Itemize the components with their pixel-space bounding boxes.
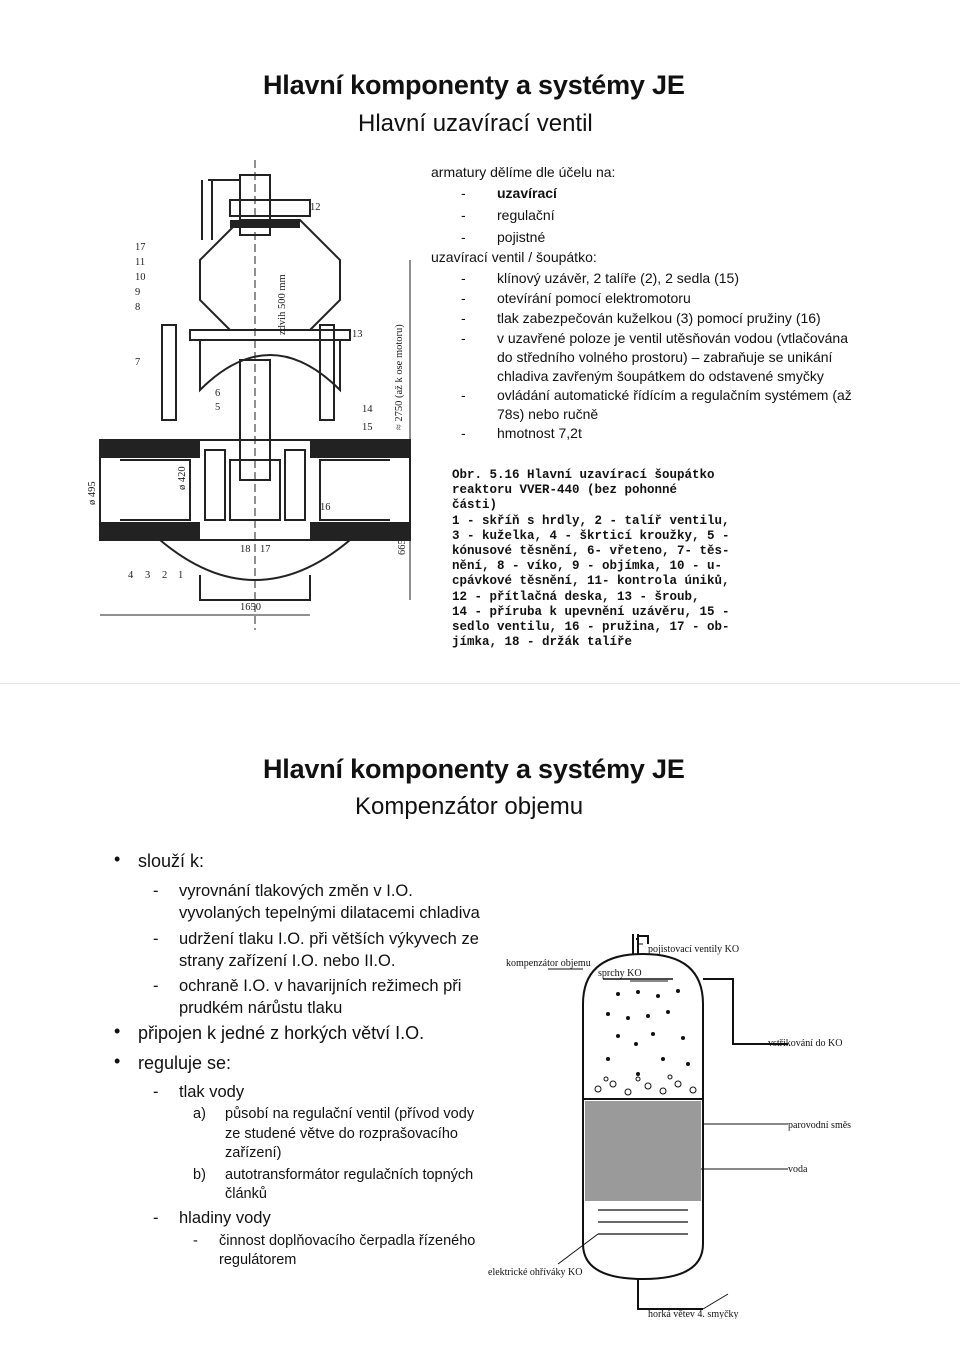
motor-pipe xyxy=(202,180,240,240)
bullet-icon: • xyxy=(114,1051,121,1071)
part-number: 4 xyxy=(128,570,134,581)
water-fill xyxy=(585,1101,701,1201)
cover-flange xyxy=(190,330,350,340)
bullet-icon: • xyxy=(114,1021,121,1041)
label-injection: vstřikování do KO xyxy=(768,1038,843,1049)
part-number: 9 xyxy=(135,287,141,298)
part-number: 17 xyxy=(135,242,146,253)
injection-pipe xyxy=(703,979,788,1044)
list-marker: b) xyxy=(193,1167,206,1183)
part-number: 15 xyxy=(362,422,373,433)
label-water: voda xyxy=(788,1164,808,1175)
slide-pressurizer: Hlavní komponenty a systémy JE Kompenzátor objemu • slouží k: - vyrovnání tlakových změn v I.O. vyvolaných tepelnými dilatacemi chladiva - udržení tlaku I.O. při větších výkyvech ze strany zařízení I.O. nebo II.O. - ochraně I.O. v havarijních režimech při prudkém nárůstu tlaku • připojen k jedné z horkých větví I.O. • reguluje se: - tlak vody a) působí na regulační ventil (přívod vody ze studené větve do rozprašovacího zařízení) b) autotransformátor regulačních topných článků - hladiny vody - činnost doplňovacího čerpadla řízeného regulátorem pojistovací ventily KO kompenzátor objemu sprchy KO vstřikování do KO parovodní směs voda elektrické ohříváky KO horká větev 4. smyčky xyxy=(0,684,960,1367)
type-item: uzavírací xyxy=(497,185,557,201)
part-number: 18 xyxy=(240,544,251,555)
body-hatch-bottom-left xyxy=(100,522,200,540)
part-number: 3 xyxy=(145,570,151,581)
detail-item: klínový uzávěr, 2 talíře (2), 2 sedla (15) xyxy=(497,270,739,286)
part-number: 6 xyxy=(215,388,221,399)
outlet-nozzle xyxy=(320,460,390,520)
width-label: 1650 xyxy=(240,602,261,613)
detail-item: chladiva zavřeným šoupátkem do odstavené smyčky xyxy=(497,368,824,384)
label-sprays: sprchy KO xyxy=(598,968,642,979)
detail-item: tlak zabezpečován kuželkou (3) pomocí pružiny (16) xyxy=(497,310,821,326)
body-hatch-top-left xyxy=(100,440,200,458)
detail-item: hmotnost 7,2t xyxy=(497,425,582,441)
pressurizer-diagram xyxy=(488,934,888,1319)
slide-valve: Hlavní komponenty a systémy JE Hlavní uzavírací ventil zdvih 500 mm ≈ 2750 (až k ose motoru) 1650 665 ø 495 ø 420 12 17 11 10 9 8 7 6 5 13 14 15 16 18 17 4 3 2 1 armatury dělíme dle účelu na: - uzavírací - regulační - pojistné uzavírací ventil / šoupátko: - klínový uzávěr, 2 talíře (2), 2 sedla (15) - otevírání pomocí elektromotoru - tlak zabezpečován kuželkou (3) pomocí pružiny (16) - v uzavřené poloze je ventil utěsňován vodou (vtlačována do středního volného prostoru) – zabraňuje se unikání chladiva zavřeným šoupátkem do odstavené smyčky - ovládání automatické řídícím a regulačním systémem (až 78s) nebo ručně - hmotnost 7,2t Obr. 5.16 Hlavní uzavírací šoupátko reaktoru VVER-440 (bez pohonné části) 1 - skříň s hrdly, 2 - talíř ventilu, 3 - kuželka, 4 - škrticí kroužky, 5 - kónusové těsnění, 6- vřeteno, 7- těs- nění, 8 - víko, 9 - objímka, 10 - u- cpávkové těsnění, 11- kontrola úniků, 12 - přítlačná deska, 13 - šroub, 14 - příruba k upevnění uzávěru, 15 - sedlo ventilu, 16 - pružina, 17 - ob- jímka, 18 - držák talíře xyxy=(0,0,960,683)
page-title: Hlavní komponenty a systémy JE xyxy=(263,70,685,100)
part-number: 7 xyxy=(135,357,141,368)
function-item: vyrovnání tlakových změn v I.O. xyxy=(179,882,413,900)
detail-item: 78s) nebo ručně xyxy=(497,406,599,422)
detail-item: otevírání pomocí elektromotoru xyxy=(497,290,691,306)
label-steam-water: parovodní směs xyxy=(788,1120,852,1131)
reg-subitem: působí na regulační ventil (přívod vody xyxy=(225,1106,475,1122)
reg-subitem: ze studené větve do rozprašovacího xyxy=(225,1126,458,1142)
page-title: Hlavní komponenty a systémy JE xyxy=(263,754,685,784)
caption-line: cpávkové těsnění, 11- kontrola úniků, xyxy=(452,574,730,589)
caption-line: reaktoru VVER-440 (bez pohonné xyxy=(452,483,678,498)
intro-text: armatury dělíme dle účelu na: xyxy=(431,164,616,180)
part-number: 17 xyxy=(260,544,271,555)
seat-right xyxy=(285,450,305,520)
part-number: 13 xyxy=(352,329,363,340)
safety-pipe xyxy=(638,936,648,944)
reg-item: tlak vody xyxy=(179,1083,245,1101)
right-dim-label: 665 xyxy=(397,539,408,555)
part-number: 12 xyxy=(310,202,321,213)
function-item: strany zařízení I.O. nebo II.O. xyxy=(179,952,396,970)
body-hatch-top-right xyxy=(310,440,410,458)
label-hot-leg: horká větev 4. smyčky xyxy=(648,1309,739,1319)
label-pressurizer: kompenzátor objemu xyxy=(506,958,591,969)
type-item: regulační xyxy=(497,207,555,223)
bonnet xyxy=(200,220,340,330)
bullet-text: připojen k jedné z horkých větví I.O. xyxy=(138,1023,425,1043)
page-subtitle: Kompenzátor objemu xyxy=(355,793,584,820)
caption-line: 12 - přítlačná deska, 13 - šroub, xyxy=(452,589,700,604)
reg-subitem: regulátorem xyxy=(219,1252,297,1268)
detail-item: do středního volného prostoru) – zabraňuje se unikání xyxy=(497,349,833,365)
detail-item: v uzavřené poloze je ventil utěsňován vodou (vtlačována xyxy=(497,330,848,346)
caption-line: jímka, 18 - držák talíře xyxy=(452,635,633,650)
dia1-label: ø 495 xyxy=(87,481,98,505)
reg-subitem: zařízení) xyxy=(225,1145,282,1161)
page-subtitle: Hlavní uzavírací ventil xyxy=(358,110,593,137)
caption-line: sedlo ventilu, 16 - pružina, 17 - ob- xyxy=(452,620,730,635)
seat-left xyxy=(205,450,225,520)
function-item: vyvolaných tepelnými dilatacemi chladiva xyxy=(179,904,480,922)
part-number: 16 xyxy=(320,502,331,513)
bullet-icon: • xyxy=(114,849,121,869)
part-number: 8 xyxy=(135,302,141,313)
caption-line: kónusové těsnění, 6- vřeteno, 7- těs- xyxy=(452,544,730,559)
part-number: 11 xyxy=(135,257,146,268)
bullet-text: reguluje se: xyxy=(138,1053,232,1073)
body-hatch-bottom-right xyxy=(310,522,410,540)
reg-subitem: článků xyxy=(225,1186,267,1202)
bullet-text: slouží k: xyxy=(138,851,205,871)
height-label: ≈ 2750 (až k ose motoru) xyxy=(394,324,405,430)
part-number: 10 xyxy=(135,272,146,283)
reg-subitem: činnost doplňovacího čerpadla řízeného xyxy=(219,1233,476,1249)
heater-rods xyxy=(598,1210,688,1234)
label-heaters: elektrické ohříváky KO xyxy=(488,1267,583,1278)
label-safety-valves: pojistovací ventily KO xyxy=(648,944,740,955)
figure-caption xyxy=(452,468,730,650)
caption-line: 14 - příruba k upevnění uzávěru, 15 - xyxy=(452,604,730,619)
valve-heading: uzavírací ventil / šoupátko: xyxy=(431,249,597,265)
bonnet-hatch xyxy=(230,220,300,228)
part-number: 2 xyxy=(162,570,168,581)
reg-subitem: autotransformátor regulačních topných xyxy=(225,1167,474,1183)
part-number: 14 xyxy=(362,404,373,415)
surge-line xyxy=(638,1279,703,1309)
part-number: 5 xyxy=(215,402,221,413)
detail-item: ovládání automatické řídícím a regulačním systémem (až xyxy=(497,387,852,403)
reg-item: hladiny vody xyxy=(179,1209,271,1227)
function-item: ochraně I.O. v havarijních režimech při xyxy=(179,977,462,995)
dia2-label: ø 420 xyxy=(177,466,188,490)
type-item: pojistné xyxy=(497,229,546,245)
function-item: udržení tlaku I.O. při větších výkyvech ze xyxy=(179,930,479,948)
bolt-left xyxy=(162,325,176,420)
list-marker: a) xyxy=(193,1106,206,1122)
caption-line: 3 - kuželka, 4 - škrticí kroužky, 5 - xyxy=(452,528,730,543)
caption-line: Obr. 5.16 Hlavní uzavírací šoupátko xyxy=(452,468,715,482)
caption-line: části) xyxy=(452,498,498,513)
caption-line: 1 - skříň s hrdly, 2 - talíř ventilu, xyxy=(452,513,730,528)
stroke-label: zdvih 500 mm xyxy=(277,274,288,335)
caption-line: nění, 8 - víko, 9 - objímka, 10 - u- xyxy=(452,559,723,574)
function-item: prudkém nárůstu tlaku xyxy=(179,999,343,1017)
part-number: 1 xyxy=(178,570,184,581)
valve-drawing xyxy=(80,160,430,635)
